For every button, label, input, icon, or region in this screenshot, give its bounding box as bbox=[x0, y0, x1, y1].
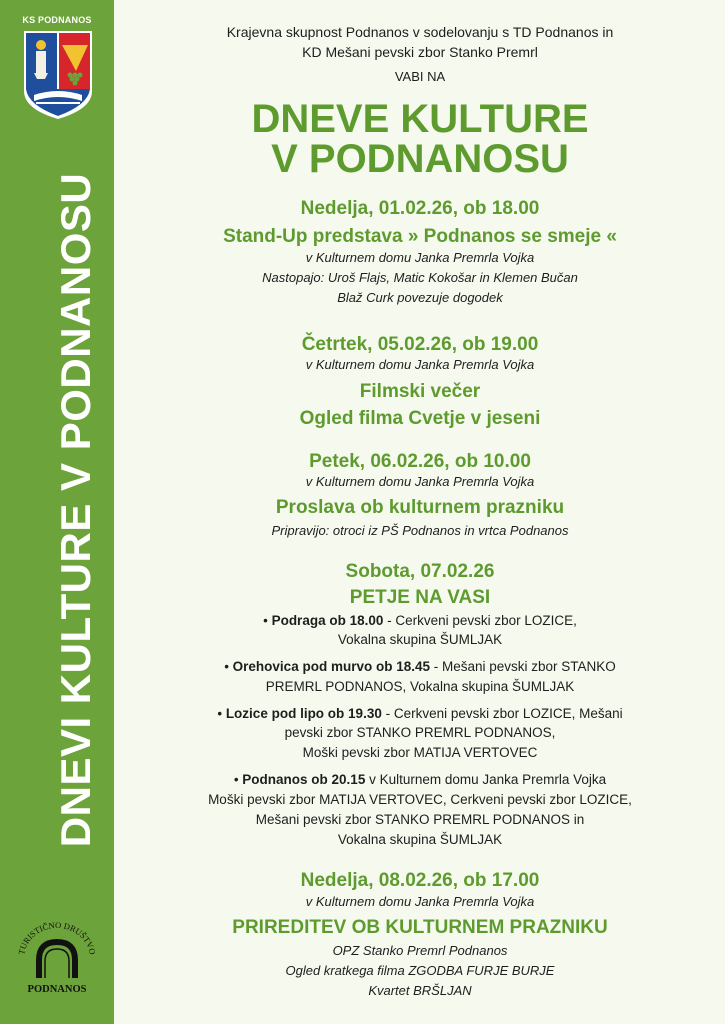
program-item: • Podraga ob 18.00 - Cerkveni pevski zbor LOZICE, bbox=[263, 613, 577, 628]
program-item: • Lozice pod lipo ob 19.30 - Cerkveni pevski zbor LOZICE, Mešani bbox=[217, 706, 623, 721]
item-text: Mešani pevski zbor STANKO PREMRL PODNANOS in bbox=[255, 812, 585, 827]
intro-line-1: Krajevna skupnost Podnanos v sodelovanju s TD Podnanos in bbox=[226, 24, 614, 40]
event5-date: Nedelja, 08.02.26, ob 17.00 bbox=[300, 870, 540, 891]
main-title-line-2: V PODNANOSU bbox=[271, 137, 569, 181]
main-title-line-1: DNEVE KULTURE bbox=[251, 97, 589, 141]
item-text: Moški pevski zbor MATIJA VERTOVEC bbox=[302, 745, 538, 760]
item-text: v Kulturnem domu Janka Premrla Vojka bbox=[365, 772, 607, 787]
item-place-time: Podraga ob 18.00 bbox=[271, 613, 384, 628]
vertical-title: DNEVI KULTURE V PODNANOSU bbox=[52, 172, 99, 848]
event1-performers: Nastopajo: Uroš Flajs, Matic Kokošar in Klemen Bučan bbox=[262, 270, 578, 285]
event5-venue: v Kulturnem domu Janka Premrla Vojka bbox=[305, 894, 535, 909]
program-item: • Podnanos ob 20.15 v Kulturnem domu Janka Premrla Vojka bbox=[233, 772, 607, 787]
program-item: • Orehovica pod murvo ob 18.45 - Mešani pevski zbor STANKO bbox=[224, 659, 616, 674]
turisticno-drustvo-logo bbox=[14, 918, 100, 998]
item-text: Vokalna skupina ŠUMLJAK bbox=[337, 632, 503, 647]
event2-venue: v Kulturnem domu Janka Premrla Vojka bbox=[305, 357, 535, 372]
event4-date: Sobota, 07.02.26 bbox=[345, 561, 495, 582]
item-text: PREMRL PODNANOS, Vokalna skupina ŠUMLJAK bbox=[265, 679, 575, 694]
item-text: Vokalna skupina ŠUMLJAK bbox=[337, 832, 503, 847]
event4-title: PETJE NA VASI bbox=[349, 587, 491, 608]
event1-venue: v Kulturnem domu Janka Premrla Vojka bbox=[305, 250, 535, 265]
event5-title: PRIREDITEV OB KULTURNEM PRAZNIKU bbox=[232, 917, 608, 938]
event3-title: Proslava ob kulturnem prazniku bbox=[275, 497, 565, 518]
event1-date: Nedelja, 01.02.26, ob 18.00 bbox=[300, 198, 540, 219]
event2-title-2: Ogled filma Cvetje v jeseni bbox=[299, 408, 541, 429]
intro-line-2: KD Mešani pevski zbor Stanko Premrl bbox=[302, 44, 538, 60]
coat-of-arms-logo bbox=[22, 29, 94, 121]
invites-text: VABI NA bbox=[394, 69, 446, 84]
event5-line-1: OPZ Stanko Premrl Podnanos bbox=[332, 943, 508, 958]
event1-host: Blaž Curk povezuje dogodek bbox=[337, 290, 503, 305]
event1-title: Stand-Up predstava » Podnanos se smeje « bbox=[223, 226, 617, 247]
event3-date: Petek, 06.02.26, ob 10.00 bbox=[309, 451, 531, 472]
event2-title-1: Filmski večer bbox=[359, 381, 481, 402]
event3-venue: v Kulturnem domu Janka Premrla Vojka bbox=[305, 474, 535, 489]
item-text: Moški pevski zbor MATIJA VERTOVEC, Cerkveni pevski zbor LOZICE, bbox=[208, 792, 632, 807]
item-text: - Cerkveni pevski zbor LOZICE, Mešani bbox=[381, 706, 623, 721]
event5-line-2: Ogled kratkega filma ZGODBA FURJE BURJE bbox=[285, 963, 555, 978]
event5-line-3: Kvartet BRŠLJAN bbox=[368, 983, 472, 998]
ks-label: KS PODNANOS bbox=[22, 15, 92, 25]
item-place-time: Lozice pod lipo ob 19.30 bbox=[225, 706, 382, 721]
item-text: pevski zbor STANKO PREMRL PODNANOS, bbox=[284, 725, 556, 740]
item-place-time: Podnanos ob 20.15 bbox=[242, 772, 366, 787]
sidebar bbox=[0, 0, 114, 1024]
event3-prepared: Pripravijo: otroci iz PŠ Podnanos in vrtca Podnanos bbox=[271, 523, 569, 538]
td-logo-text-top: TURISTIČNO DRUŠTVO bbox=[16, 919, 98, 956]
item-text: - Mešani pevski zbor STANKO bbox=[429, 659, 616, 674]
item-place-time: Orehovica pod murvo ob 18.45 bbox=[232, 659, 430, 674]
td-logo-text-bottom: PODNANOS bbox=[27, 984, 87, 995]
event2-date: Četrtek, 05.02.26, ob 19.00 bbox=[301, 334, 539, 355]
item-text: - Cerkveni pevski zbor LOZICE, bbox=[383, 613, 577, 628]
